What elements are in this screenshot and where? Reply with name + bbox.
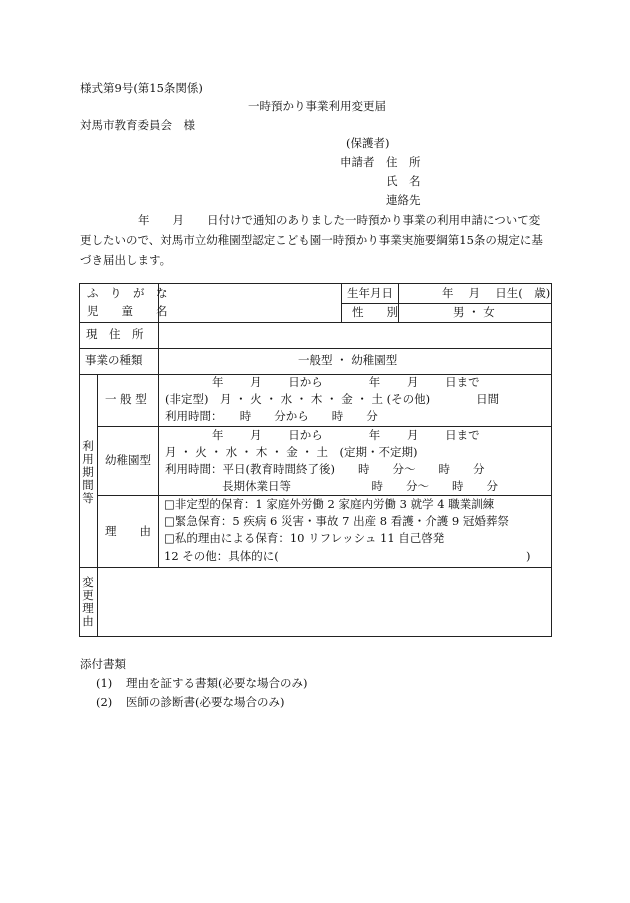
row-divider-1 xyxy=(79,322,552,323)
birthdate-label: 生年月日 xyxy=(347,286,393,300)
change-char-2: 更 xyxy=(82,588,94,602)
general-date-range: 年 月 日から 年 月 日まで xyxy=(212,375,480,389)
business-type-value: 一般型 ・ 幼稚園型 xyxy=(298,353,398,367)
period-group-divider xyxy=(97,374,98,567)
general-time: 利用時間： 時 分から 時 分 xyxy=(165,409,378,423)
general-kindergarten-divider xyxy=(97,426,552,427)
sex-value: 男 ・ 女 xyxy=(453,305,495,319)
change-char-1: 変 xyxy=(82,575,94,589)
reason-line-4: 12 その他：具体的に( xyxy=(164,549,279,563)
period-char-2: 用 xyxy=(82,452,94,466)
body-paragraph xyxy=(80,210,555,270)
period-change-divider xyxy=(79,567,552,568)
kindergarten-reason-divider xyxy=(97,495,552,496)
change-reason-divider xyxy=(97,567,98,637)
sex-label: 性 別 xyxy=(352,305,398,319)
reason-line-2: □緊急保育：5 疾病 6 災害・事故 7 出産 8 看護・介護 9 冠婚葬祭 xyxy=(164,514,509,528)
reason-line-3: □私的理由による保育：10 リフレッシュ 11 自己啓発 xyxy=(164,531,445,545)
change-reason-label xyxy=(81,576,95,628)
row-divider-2 xyxy=(79,348,552,349)
kindergarten-date-range: 年 月 日から 年 月 日まで xyxy=(212,428,480,442)
birth-sex-divider xyxy=(341,303,552,304)
addressee: 対馬市教育委員会 様 xyxy=(80,118,195,132)
kindergarten-days: 月 ・ 火 ・ 水 ・ 木 ・ 金 ・ 土 (定期・不定期) xyxy=(165,445,418,459)
document-title: 一時預かり事業利用変更届 xyxy=(248,99,386,113)
child-name-label: 児 童 名 xyxy=(87,304,168,318)
kindergarten-holiday-time: 長期休業日等 時 分～ 時 分 xyxy=(222,479,498,493)
body-line-3: づき届出します。 xyxy=(80,253,172,267)
applicant-label: 申請者 xyxy=(340,155,375,169)
table-border-right xyxy=(551,283,552,637)
general-days: (非定型) 月 ・ 火 ・ 水 ・ 木 ・ 金 ・ 土 (その他) 日間 xyxy=(165,392,500,406)
business-type-label: 事業の種類 xyxy=(85,353,143,367)
birthdate-value: 年 月 日生( 歳) xyxy=(442,286,551,300)
attachment-1-text: 理由を証する書類(必要な場合のみ) xyxy=(126,676,308,690)
change-char-4: 由 xyxy=(82,614,94,628)
kindergarten-weekday-time: 利用時間：平日(教育時間終了後) 時 分～ 時 分 xyxy=(165,462,485,476)
period-char-3: 期 xyxy=(82,465,94,479)
change-char-3: 理 xyxy=(82,601,94,615)
table-border-bottom xyxy=(79,636,552,637)
body-line-1: 年 月 日付けで通知のありました一時預かり事業の利用申請について変 xyxy=(138,213,541,227)
applicant-contact-label: 連絡先 xyxy=(386,193,421,207)
reason-line-1: □非定型的保育：1 家庭外労働 2 家庭内労働 3 就学 4 職業訓練 xyxy=(164,497,495,511)
attachment-2-text: 医師の診断書(必要な場合のみ) xyxy=(126,695,285,709)
period-char-5: 等 xyxy=(82,491,94,505)
reason-line-4-close: ) xyxy=(526,549,531,563)
body-line-2: 更したいので、対馬市立幼稚園型認定こども園一時預かり事業実施要綱第15条の規定に基 xyxy=(80,233,543,247)
current-address-label: 現 住 所 xyxy=(86,327,144,341)
form-number: 様式第9号(第15条関係) xyxy=(80,81,203,95)
guardian-label: (保護者) xyxy=(346,136,390,150)
applicant-name-label: 氏 名 xyxy=(386,174,421,188)
applicant-address-label: 住 所 xyxy=(386,155,421,169)
period-label-divider xyxy=(158,374,159,567)
reason-label: 理 由 xyxy=(105,524,151,538)
table-border-top xyxy=(79,283,552,284)
attachment-1-num: (1) xyxy=(96,676,113,690)
furigana-label: ふ り が な xyxy=(87,286,168,300)
period-group-label xyxy=(81,440,95,505)
attachments-heading: 添付書類 xyxy=(80,657,126,671)
general-type-label: 一 般 型 xyxy=(105,392,147,406)
kindergarten-type-label: 幼稚園型 xyxy=(105,453,151,467)
table-border-left xyxy=(79,283,80,637)
period-char-4: 間 xyxy=(82,478,94,492)
attachment-2-num: (2) xyxy=(96,695,113,709)
period-char-1: 利 xyxy=(82,439,94,453)
